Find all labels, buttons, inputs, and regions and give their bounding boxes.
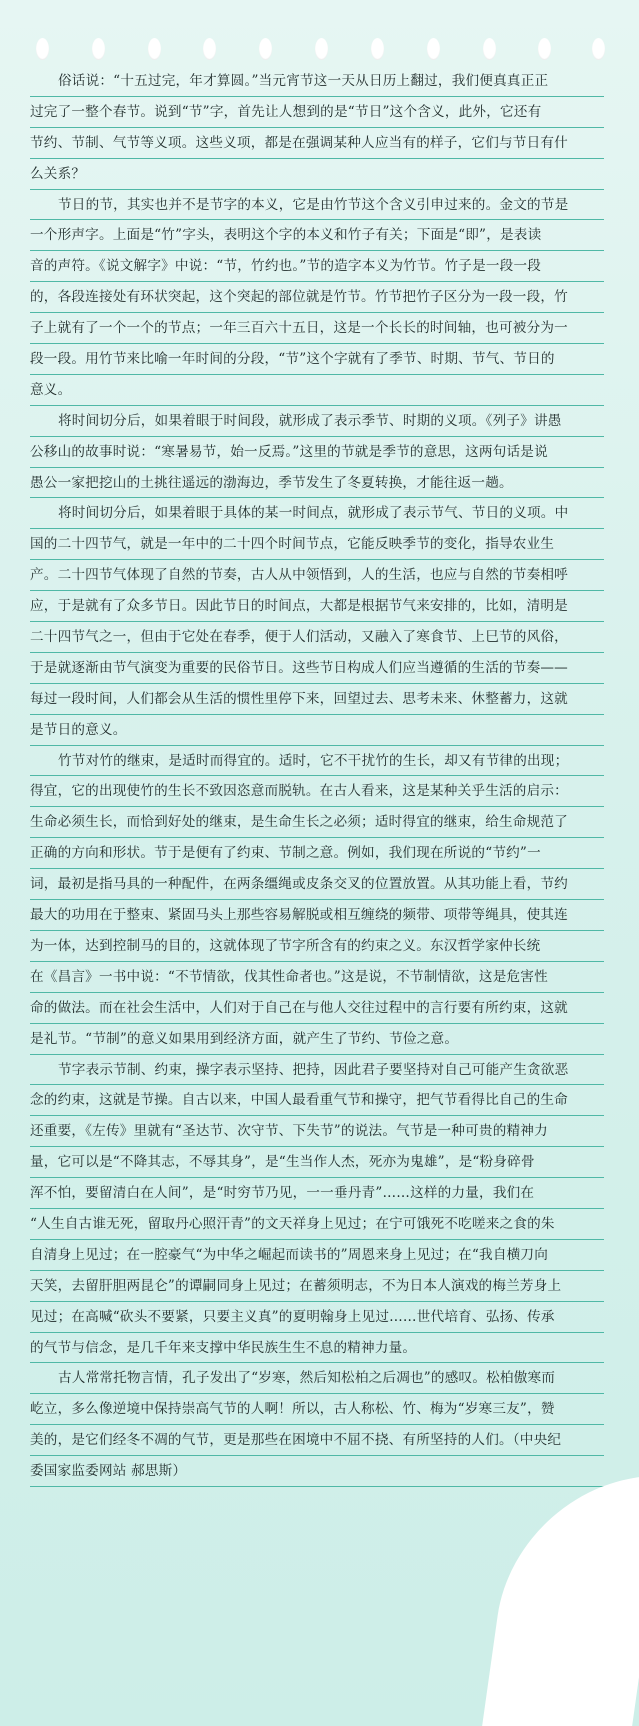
paragraph-6-line: “人生自古谁无死，留取丹心照汗青”的文天祥身上见过；在宁可饿死不吃嗟来之食的朱 — [30, 1209, 604, 1240]
paragraph-1-line: 么关系？ — [30, 159, 604, 190]
binding-hole — [592, 38, 605, 60]
paragraph-2-line: 节日的节，其实也并不是节字的本义，它是由竹节这个含义引申过来的。金文的节是 — [30, 190, 604, 221]
paragraph-2-line: 子上就有了一个一个的节点；一年三百六十五日，这是一个长长的时间轴，也可被分为一 — [30, 313, 604, 344]
paragraph-7-line: 古人常常托物言情，孔子发出了“岁寒，然后知松柏之后凋也”的感叹。松柏傲寒而 — [30, 1363, 604, 1394]
binding-hole — [259, 38, 272, 60]
binding-hole — [538, 38, 551, 60]
paragraph-6-line: 还重要，《左传》里就有“圣达节、次守节、下失节”的说法。气节是一种可贵的精神力 — [30, 1116, 604, 1147]
paragraph-2-line: 音的声符。《说文解字》中说：“节，竹约也。”节的造字本义为竹节。竹子是一段一段 — [30, 251, 604, 282]
paragraph-6-line: 浑不怕，要留清白在人间”，是“时穷节乃见，一一垂丹青”……这样的力量，我们在 — [30, 1178, 604, 1209]
binding-hole — [371, 38, 384, 60]
binding-hole — [92, 38, 105, 60]
binding-holes — [0, 38, 639, 60]
paragraph-2-line: 的，各段连接处有环状突起，这个突起的部位就是竹节。竹节把竹子区分为一段一段，竹 — [30, 282, 604, 313]
paragraph-5-line: 生命必须生长，而恰到好处的继束，是生命生长之必须；适时得宜的继束，给生命规范了 — [30, 807, 604, 838]
paragraph-3-line: 将时间切分后，如果着眼于时间段，就形成了表示季节、时期的义项。《列子》讲愚 — [30, 406, 604, 437]
paragraph-5-line: 命的做法。而在社会生活中，人们对于自己在与他人交往过程中的言行要有所约束，这就 — [30, 993, 604, 1024]
paragraph-7-line: 美的，是它们经冬不凋的气节，更是那些在困境中不屈不挠、有所坚持的人们。（中央纪 — [30, 1425, 604, 1456]
paragraph-6-line: 见过；在高喊“砍头不要紧，只要主义真”的夏明翰身上见过……世代培育、弘扬、传承 — [30, 1302, 604, 1333]
page-curl-corner — [481, 1476, 639, 1726]
paragraph-6-line: 念的约束，这就是节操。自古以来，中国人最看重气节和操守，把气节看得比自己的生命 — [30, 1085, 604, 1116]
paragraph-5-line: 最大的功用在于整束、紧固马头上那些容易解脱或相互缠绕的频带、项带等绳具，使其连 — [30, 900, 604, 931]
paragraph-3-line: 愚公一家把挖山的土挑往遥远的渤海边，季节发生了冬夏转换，才能往返一趟。 — [30, 468, 604, 499]
paragraph-5-line: 竹节对竹的继束，是适时而得宜的。适时，它不干扰竹的生长，却又有节律的出现； — [30, 746, 604, 777]
paragraph-5-line: 为一体，达到控制马的目的，这就体现了节字所含有的约束之义。东汉哲学家仲长统 — [30, 931, 604, 962]
paragraph-1-line: 过完了一整个春节。说到“节”字，首先让人想到的是“节日”这个含义，此外，它还有 — [30, 97, 604, 128]
paragraph-5-line: 词，最初是指马具的一种配件，在两条缰绳或皮条交叉的位置放置。从其功能上看，节约 — [30, 869, 604, 900]
paragraph-4-line: 是节日的意义。 — [30, 715, 604, 746]
paragraph-5-line: 是礼节。“节制”的意义如果用到经济方面，就产生了节约、节俭之意。 — [30, 1024, 604, 1055]
paragraph-4-line: 于是就逐渐由节气演变为重要的民俗节日。这些节日构成人们应当遵循的生活的节奏—— — [30, 653, 604, 684]
paragraph-7-line: 屹立，多么像逆境中保持崇高气节的人啊！所以，古人称松、竹、梅为“岁寒三友”，赞 — [30, 1394, 604, 1425]
paragraph-3-line: 公移山的故事时说：“寒暑易节，始一反焉。”这里的节就是季节的意思，这两句话是说 — [30, 437, 604, 468]
paragraph-6-line: 自清身上见过；在一腔豪气“为中华之崛起而读书的”周恩来身上见过；在“我自横刀向 — [30, 1240, 604, 1271]
binding-hole — [483, 38, 496, 60]
paragraph-4-line: 每过一段时间，人们都会从生活的惯性里停下来，回望过去、思考未来、休整蓄力，这就 — [30, 684, 604, 715]
paragraph-7-line: 委国家监委网站 郝思斯） — [30, 1456, 604, 1487]
paragraph-2-line: 一个形声字。上面是“竹”字头，表明这个字的本义和竹子有关；下面是“即”，是表读 — [30, 220, 604, 251]
binding-hole — [203, 38, 216, 60]
paragraph-2-line: 段一段。用竹节来比喻一年时间的分段，“节”这个字就有了季节、时期、节气、节日的 — [30, 344, 604, 375]
paragraph-5-line: 在《昌言》一书中说：“不节情欲，伐其性命者也。”这是说，不节制情欲，这是危害性 — [30, 962, 604, 993]
paragraph-6-line: 天笑，去留肝胆两昆仑”的谭嗣同身上见过；在蓄须明志，不为日本人演戏的梅兰芳身上 — [30, 1271, 604, 1302]
binding-hole — [427, 38, 440, 60]
paragraph-4-line: 国的二十四节气，就是一年中的二十四个时间节点，它能反映季节的变化，指导农业生 — [30, 529, 604, 560]
paragraph-6-line: 量，它可以是“不降其志，不辱其身”，是“生当作人杰，死亦为鬼雄”，是“粉身碎骨 — [30, 1147, 604, 1178]
paragraph-1-line: 节约、节制、气节等义项。这些义项，都是在强调某种人应当有的样子，它们与节日有什 — [30, 128, 604, 159]
binding-hole — [36, 38, 49, 60]
paragraph-4-line: 应，于是就有了众多节日。因此节日的时间点，大都是根据节气来安排的，比如，清明是 — [30, 591, 604, 622]
paragraph-4-line: 二十四节气之一，但由于它处在春季，便于人们活动，又融入了寒食节、上巳节的风俗， — [30, 622, 604, 653]
paragraph-1-line: 俗话说：“十五过完，年才算圆。”当元宵节这一天从日历上翻过，我们便真真正正 — [30, 66, 604, 97]
paragraph-2-line: 意义。 — [30, 375, 604, 406]
paragraph-5-line: 得宜，它的出现使竹的生长不致因恣意而脱轨。在古人看来，这是某种关乎生活的启示： — [30, 776, 604, 807]
binding-hole — [315, 38, 328, 60]
article-body — [30, 66, 604, 1487]
binding-hole — [148, 38, 161, 60]
paragraph-6-line: 的气节与信念，是几千年来支撑中华民族生生不息的精神力量。 — [30, 1333, 604, 1364]
paragraph-5-line: 正确的方向和形状。节于是便有了约束、节制之意。例如，我们现在所说的“节约”一 — [30, 838, 604, 869]
paragraph-4-line: 产。二十四节气体现了自然的节奏，古人从中领悟到，人的生活，也应与自然的节奏相呼 — [30, 560, 604, 591]
paragraph-6-line: 节字表示节制、约束，操字表示坚持、把持，因此君子要坚持对自己可能产生贪欲恶 — [30, 1055, 604, 1086]
paragraph-4-line: 将时间切分后，如果着眼于具体的某一时间点，就形成了表示节气、节日的义项。中 — [30, 498, 604, 529]
